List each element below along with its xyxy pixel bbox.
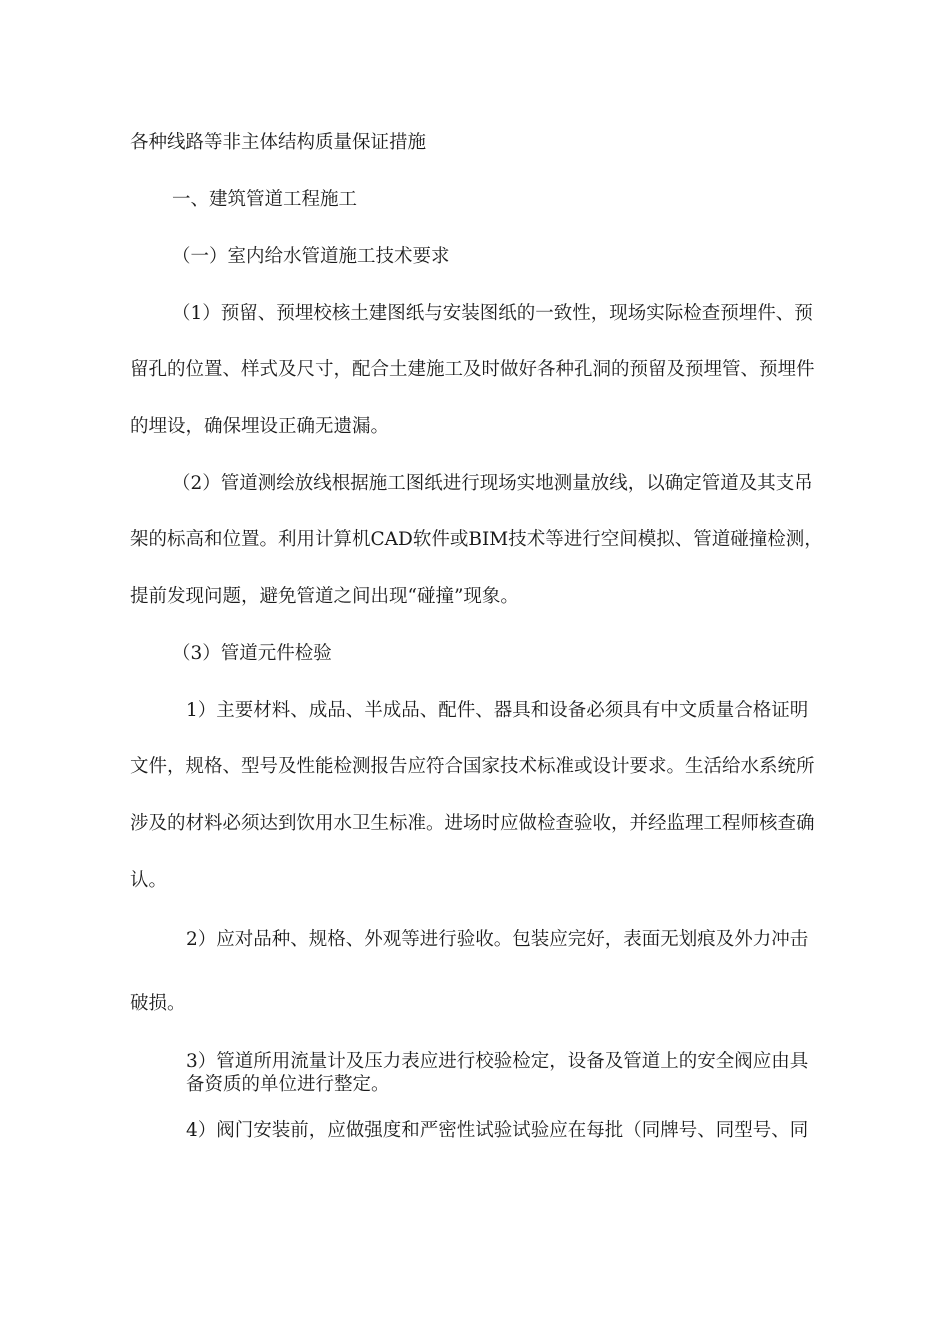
sub-1-line-1: 1）主要材料、成品、半成品、配件、器具和设备必须具有中文质量合格证明: [186, 700, 809, 721]
paragraph-1-line-1: （1）预留、预埋校核土建图纸与安装图纸的一致性，现场实际检查预埋件、预: [172, 303, 813, 324]
sub-4-line-1: 4）阀门安装前，应做强度和严密性试验试验应在每批（同牌号、同型号、同: [186, 1120, 809, 1141]
paragraph-1-line-2: 留孔的位置、样式及尺寸，配合土建施工及时做好各种孔洞的预留及预埋管、预埋件: [130, 359, 815, 380]
sub-2-line-1: 2）应对品种、规格、外观等进行验收。包装应完好，表面无划痕及外力冲击: [186, 929, 809, 950]
paragraph-1-line-3: 的埋设，确保埋设正确无遗漏。: [130, 416, 390, 437]
sub-1-line-3: 涉及的材料必须达到饮用水卫生标准。进场时应做检查验收，并经监理工程师核查确: [130, 813, 815, 834]
sub-2-line-2: 破损。: [130, 993, 186, 1014]
sub-1-line-2: 文件，规格、型号及性能检测报告应符合国家技术标准或设计要求。生活给水系统所: [130, 756, 815, 777]
section-heading: 一、建筑管道工程施工: [172, 189, 358, 210]
subsection-heading: （一）室内给水管道施工技术要求: [172, 246, 450, 267]
sub-3-line-1: 3）管道所用流量计及压力表应进行校验检定，设备及管道上的安全阀应由具: [186, 1051, 809, 1072]
document-title: 各种线路等非主体结构质量保证措施: [130, 132, 427, 153]
paragraph-2-line-1: （2）管道测绘放线根据施工图纸进行现场实地测量放线，以确定管道及其支吊: [172, 473, 813, 494]
sub-1-line-4: 认。: [130, 870, 168, 891]
paragraph-2-line-3: 提前发现问题，避免管道之间出现“碰撞”现象。: [130, 586, 519, 607]
sub-3-line-2: 备资质的单位进行整定。: [186, 1074, 390, 1095]
item-3-heading: （3）管道元件检验: [172, 643, 332, 664]
paragraph-2-line-2: 架的标高和位置。利用计算机CAD软件或BIM技术等进行空间模拟、管道碰撞检测，: [130, 529, 823, 550]
